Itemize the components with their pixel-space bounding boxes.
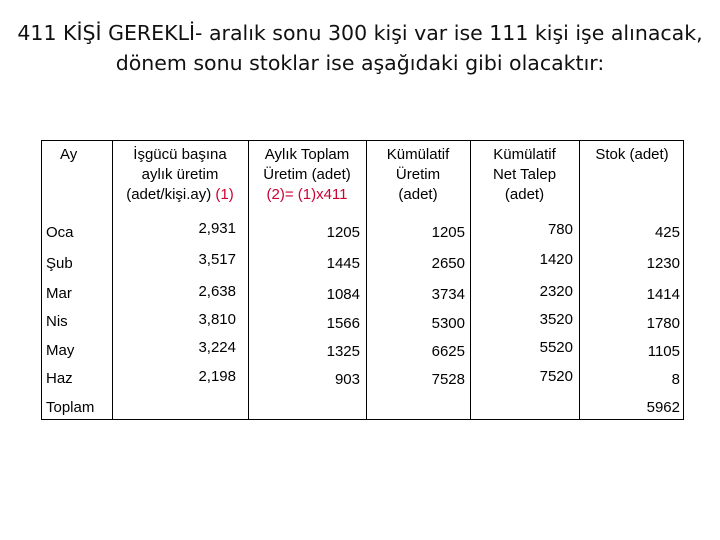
row-oca-aylik: 1205 [326, 224, 360, 241]
row-nis-ay: Nis [46, 313, 68, 330]
title-line-2: dönem sonu stoklar ise aşağıdaki gibi olacaktır: [115, 51, 605, 75]
title-line-1: 411 KİŞİ GEREKLİ- aralık sonu 300 kişi var ise 111 kişi işe alınacak, [17, 21, 703, 45]
row-may-stok: 1105 [647, 343, 680, 360]
row-mar-stok: 1414 [646, 286, 680, 303]
row-haz-ay: Haz [46, 370, 73, 387]
row-haz-isgucu: 2,198 [198, 368, 236, 385]
row-may-isgucu: 3,224 [198, 339, 236, 356]
row-may-kum-uretim: 6625 [431, 343, 465, 360]
row-nis-isgucu: 3,810 [198, 311, 236, 328]
row-nis-aylik: 1566 [326, 315, 360, 332]
row-sub-aylik: 1445 [326, 255, 360, 272]
row-sub-isgucu: 3,517 [198, 251, 236, 268]
row-haz-kum-uretim: 7528 [431, 371, 465, 388]
row-sub-stok: 1230 [646, 255, 680, 272]
header-kumulatif-net-talep: Kümülatif Net Talep (adet) [492, 146, 557, 203]
row-haz-stok: 8 [671, 371, 680, 388]
header-kumulatif-uretim: Kümülatif Üretim (adet) [386, 146, 450, 203]
row-nis-stok: 1780 [646, 315, 680, 332]
row-may-ay: May [46, 342, 75, 359]
row-sub-ay: Şub [46, 255, 73, 272]
row-mar-isgucu: 2,638 [198, 283, 236, 300]
row-sub-kum-uretim: 2650 [431, 255, 465, 272]
header-ay: Ay [60, 146, 78, 163]
row-nis-kum-uretim: 5300 [431, 315, 465, 332]
row-oca-ay: Oca [46, 224, 74, 241]
row-toplam-label: Toplam [46, 399, 95, 416]
row-may-aylik: 1325 [326, 343, 360, 360]
row-mar-kum-uretim: 3734 [431, 286, 465, 303]
row-mar-kum-talep: 2320 [539, 283, 573, 300]
header-aylik-toplam: Aylık Toplam Üretim (adet) (2)= (1)x411 [263, 146, 351, 203]
slide-title [0, 18, 720, 78]
header-isgucu: İşgücü başına aylık üretim (adet/kişi.ay) (1) [126, 146, 234, 203]
row-oca-stok: 425 [654, 224, 680, 241]
production-table [41, 140, 684, 420]
row-mar-ay: Mar [46, 285, 72, 302]
row-oca-kum-talep: 780 [547, 221, 573, 238]
row-nis-kum-talep: 3520 [539, 311, 573, 328]
row-haz-aylik: 903 [334, 371, 360, 388]
header-stok: Stok (adet) [595, 146, 669, 163]
row-sub-kum-talep: 1420 [539, 251, 573, 268]
row-oca-kum-uretim: 1205 [431, 224, 465, 241]
row-haz-kum-talep: 7520 [539, 368, 573, 385]
row-mar-aylik: 1084 [326, 286, 360, 303]
row-may-kum-talep: 5520 [539, 339, 573, 356]
column-divider [579, 141, 580, 419]
row-toplam-stok: 5962 [646, 399, 680, 416]
row-oca-isgucu: 2,931 [198, 220, 236, 237]
